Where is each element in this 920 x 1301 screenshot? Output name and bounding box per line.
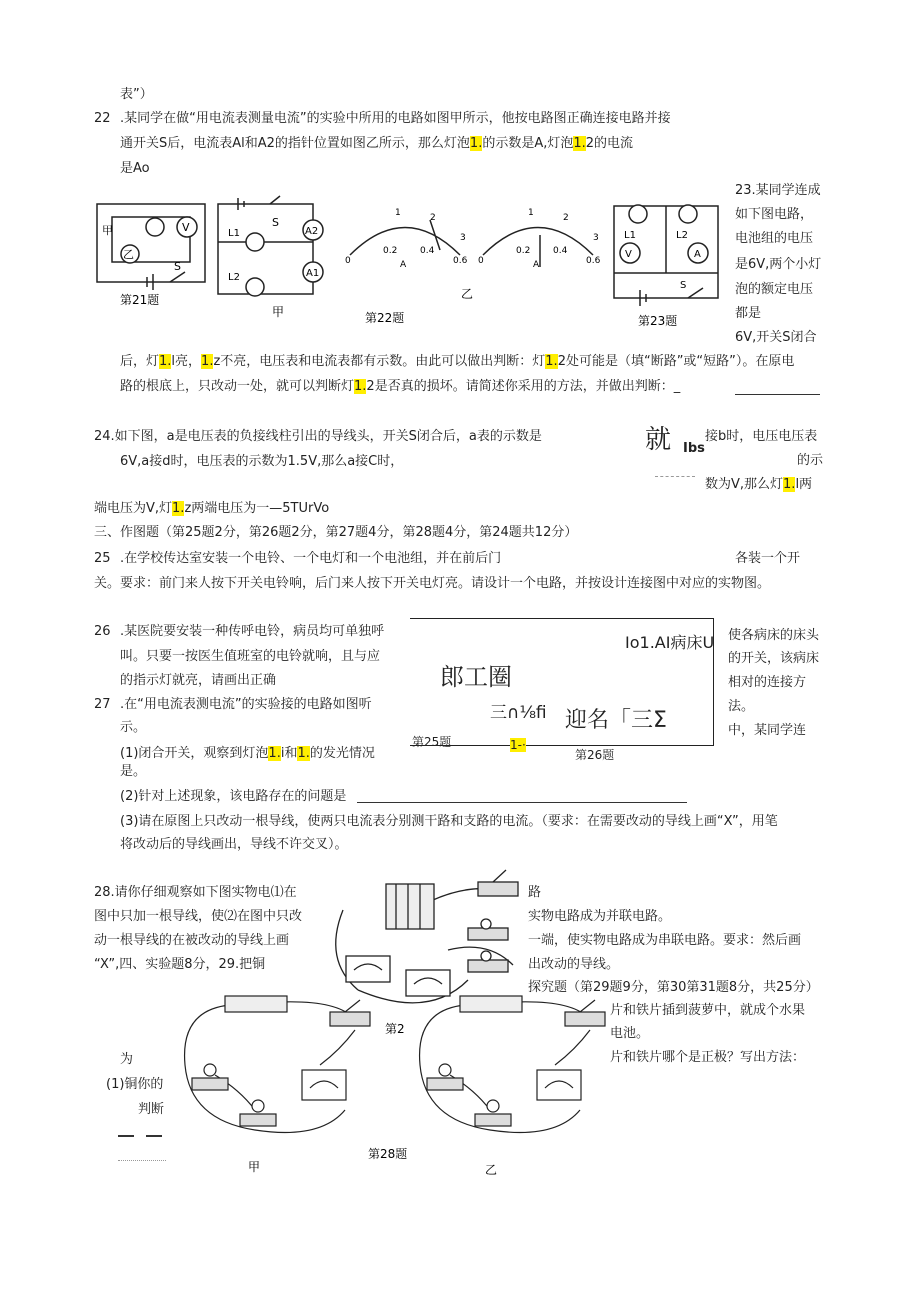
fig22-caption-yi: 乙	[461, 287, 474, 301]
q28-r8: 片和铁片哪个是正极？写出方法：	[610, 1050, 806, 1065]
fig23-caption: 第23题	[638, 314, 678, 328]
meter1-tick-1: 1	[395, 208, 401, 218]
fig28-mid-label: 第2	[385, 1022, 405, 1036]
q26-caption: 第26题	[575, 748, 615, 762]
fig23-label-v: V	[625, 249, 632, 260]
meter2-tick-3: 3	[593, 233, 599, 243]
q25-line1: .在学校传达室安装一个电铃、一个电灯和一个电池组，并在前后门	[120, 551, 502, 566]
q26-r4: 法。	[728, 699, 755, 714]
fig21-label-s: S	[174, 260, 181, 273]
q27-part2: (2)针对上述现象，该电路存在的问题是	[120, 789, 347, 804]
meter2-tick-06: 0.6	[586, 256, 601, 266]
q22-line2: 通开关S后，电流表Al和A2的指针位置如图乙所示，那么灯泡1.的示数是A,灯泡1.2的电流	[120, 136, 634, 151]
q26-box-mark: 1-·	[510, 738, 526, 752]
q26-line2: 叫。只要一按医生值班室的电铃就响，且与应	[120, 649, 381, 664]
q24-small-label: Ibs	[683, 441, 705, 456]
q28-line2: 图中只加一根导线，使⑵在图中只改	[94, 909, 303, 924]
fig22-label-a1: A1	[306, 268, 320, 279]
meter2-tick-02: 0.2	[516, 246, 531, 256]
q29-dotted	[118, 1160, 166, 1161]
q24-r2: 的示	[797, 453, 824, 468]
q27-number: 27	[94, 697, 111, 712]
q23-r6: 都是	[735, 306, 762, 321]
fig21-label-jia: 甲	[102, 224, 113, 237]
q27-part3b: 将改动后的导线画出，导线不许交叉）。	[120, 837, 348, 852]
fig22-caption: 第22题	[365, 311, 405, 325]
meter2-tick-04: 0.4	[553, 246, 568, 256]
q26-box-top: Io1.AI病床U	[625, 633, 715, 652]
fig23-label-l2: L2	[676, 230, 688, 241]
q26-box-bot2: 迎名「三Σ	[565, 708, 667, 733]
q24-dash	[655, 476, 695, 477]
fig22-caption-jia: 甲	[272, 305, 285, 319]
figure-22-meters	[335, 195, 605, 325]
q26-r5: 中，某同学连	[728, 723, 807, 738]
q27-line2: 示。	[120, 720, 147, 735]
fig23-label-l1: L1	[624, 230, 636, 241]
q26-r2: 的开关，该病床	[728, 651, 820, 666]
q24-line3: 端电压为V,灯1.z两端电压为一—5TUrVo	[94, 501, 330, 516]
q28-r6: 片和铁片插到菠萝中，就成个水果	[610, 1003, 806, 1018]
q28-r7: 电池。	[610, 1026, 650, 1041]
q22-line3: 是Ao	[120, 161, 150, 176]
q28-line1: 28.请你仔细观察如下图实物电⑴在	[94, 885, 297, 900]
q23-r7: 6V,开关S闭合	[735, 330, 817, 345]
q28-r1: 路	[528, 885, 542, 900]
q27-part3: (3)请在原图上只改动一根导线，使两只电流表分别测干路和支路的电流。（要求：在需要改动的导线上画“X”，用笔	[120, 814, 778, 829]
q27-part1: (1)闭合开关，观察到灯泡1.i和1.的发光情况	[120, 746, 375, 761]
fig22-label-l2: L2	[228, 272, 240, 283]
q28-line4: “X”,四、实验题8分，29.把铜	[94, 957, 266, 972]
figure-22-circuit	[210, 192, 325, 317]
q29-dash-2	[146, 1135, 162, 1137]
meter1-tick-3: 3	[460, 233, 466, 243]
q29-left1: 为	[120, 1052, 134, 1067]
meter1-tick-06: 0.6	[453, 256, 468, 266]
q26-line1: .某医院要安装一种传呼电铃，病员均可单独呼	[120, 624, 385, 639]
fig23-label-s: S	[680, 280, 687, 291]
meter1-tick-04: 0.4	[420, 246, 435, 256]
q24-r1: 接b时，电压电压表	[705, 429, 818, 444]
q21-tail: 表”）	[120, 87, 153, 102]
q24-big-char: 就	[645, 425, 672, 455]
fig28-label-jia: 甲	[248, 1160, 261, 1174]
q29-dash-1	[118, 1135, 134, 1137]
q26-box-bot: 三∩⅛fi	[490, 703, 547, 723]
meter1-tick-02: 0.2	[383, 246, 398, 256]
q23-r5: 泡的额定电压	[735, 282, 814, 297]
q25-line1-right: 各装一个开	[735, 551, 801, 566]
fig21-label-yi: 乙	[123, 248, 134, 261]
q22-number: 22	[94, 111, 111, 126]
q29-left2: (1)铜你的	[106, 1077, 164, 1092]
q23-r1: 23.某同学连成	[735, 183, 821, 198]
q23-answer-line	[735, 394, 820, 395]
q22-line1: .某同学在做“用电流表测量电流”的实验中所用的电路如图甲所示，他按电路图正确连接电路并接	[120, 111, 671, 126]
meter2-unit: A	[533, 260, 540, 270]
q23-r4: 是6V,两个小灯	[735, 257, 822, 272]
fig21-caption: 第21题	[120, 293, 160, 307]
q23-r2: 如下图电路，	[735, 207, 814, 222]
q27-answer-line	[357, 802, 687, 803]
q25-figure-label: 第25题	[412, 735, 452, 749]
q26-r3: 相对的连接方	[728, 675, 807, 690]
q24-r3: 数为V,那么灯1.l两	[705, 477, 813, 492]
q26-line3: 的指示灯就亮，请画出正确	[120, 673, 277, 688]
q27-line1: .在“用电流表测电流”的实验接的电路如图听	[120, 697, 372, 712]
q26-r1: 使各病床的床头	[728, 628, 820, 643]
meter1-unit: A	[400, 260, 407, 270]
fig22-label-s: S	[272, 216, 279, 229]
q28-r5: 探究题（第29题9分，第30第31题8分，共25分）	[528, 980, 819, 995]
q24-line1: 24.如下图，a是电压表的负接线柱引出的导线头，开关S闭合后，a表的示数是	[94, 429, 542, 444]
section-3-heading: 三、作图题（第25题2分，第26题2分，第27题4分，第28题4分，第24题共12分）	[94, 525, 578, 540]
fig22-label-l1: L1	[228, 228, 240, 239]
meter2-tick-0: 0	[478, 256, 484, 266]
q28-r2: 实物电路成为并联电路。	[528, 909, 672, 924]
meter1-tick-2: 2	[430, 213, 436, 223]
q28-r4: 出改动的导线。	[528, 957, 620, 972]
q28-line3: 动一根导线的在被改动的导线上画	[94, 933, 290, 948]
q27-part1b: 是。	[120, 764, 147, 779]
meter1-tick-0: 0	[345, 256, 351, 266]
figure-21-circuit	[92, 192, 212, 312]
q23-line2: 路的根底上，只改动一处，就可以判断灯1.2是否真的损坏。请简述你采用的方法，并做出判断：_	[120, 379, 681, 394]
q24-line2: 6V,a接d时，电压表的示数为1.5V,那么a接C时，	[120, 454, 404, 469]
q26-box-mid: 郎工圈	[440, 663, 512, 691]
q23-line1: 后，灯1.l亮，1.z不亮，电压表和电流表都有示数。由此可以做出判断：灯1.2处可能是（填“断路”或“短路”）。在原电	[120, 354, 795, 369]
q28-r3: 一端，使实物电路成为串联电路。要求：然后画	[528, 933, 802, 948]
fig28-label-yi: 乙	[485, 1163, 498, 1177]
fig22-label-a2: A2	[305, 226, 319, 237]
meter2-tick-1: 1	[528, 208, 534, 218]
q23-r3: 电池组的电压	[735, 231, 814, 246]
figure-23-circuit	[608, 198, 728, 328]
fig23-label-a: A	[694, 249, 701, 260]
figure-28-bottom-circuits	[170, 990, 610, 1175]
q25-number: 25	[94, 551, 111, 566]
fig21-label-v: V	[182, 221, 190, 234]
q25-line2: 关。要求：前门来人按下开关电铃响，后门来人按下开关电灯亮。请设计一个电路，并按设计连接图中对应的实物图。	[94, 576, 771, 591]
q29-left3: 判断	[138, 1102, 165, 1117]
q26-number: 26	[94, 624, 111, 639]
fig28-caption: 第28题	[368, 1147, 408, 1161]
meter2-tick-2: 2	[563, 213, 569, 223]
